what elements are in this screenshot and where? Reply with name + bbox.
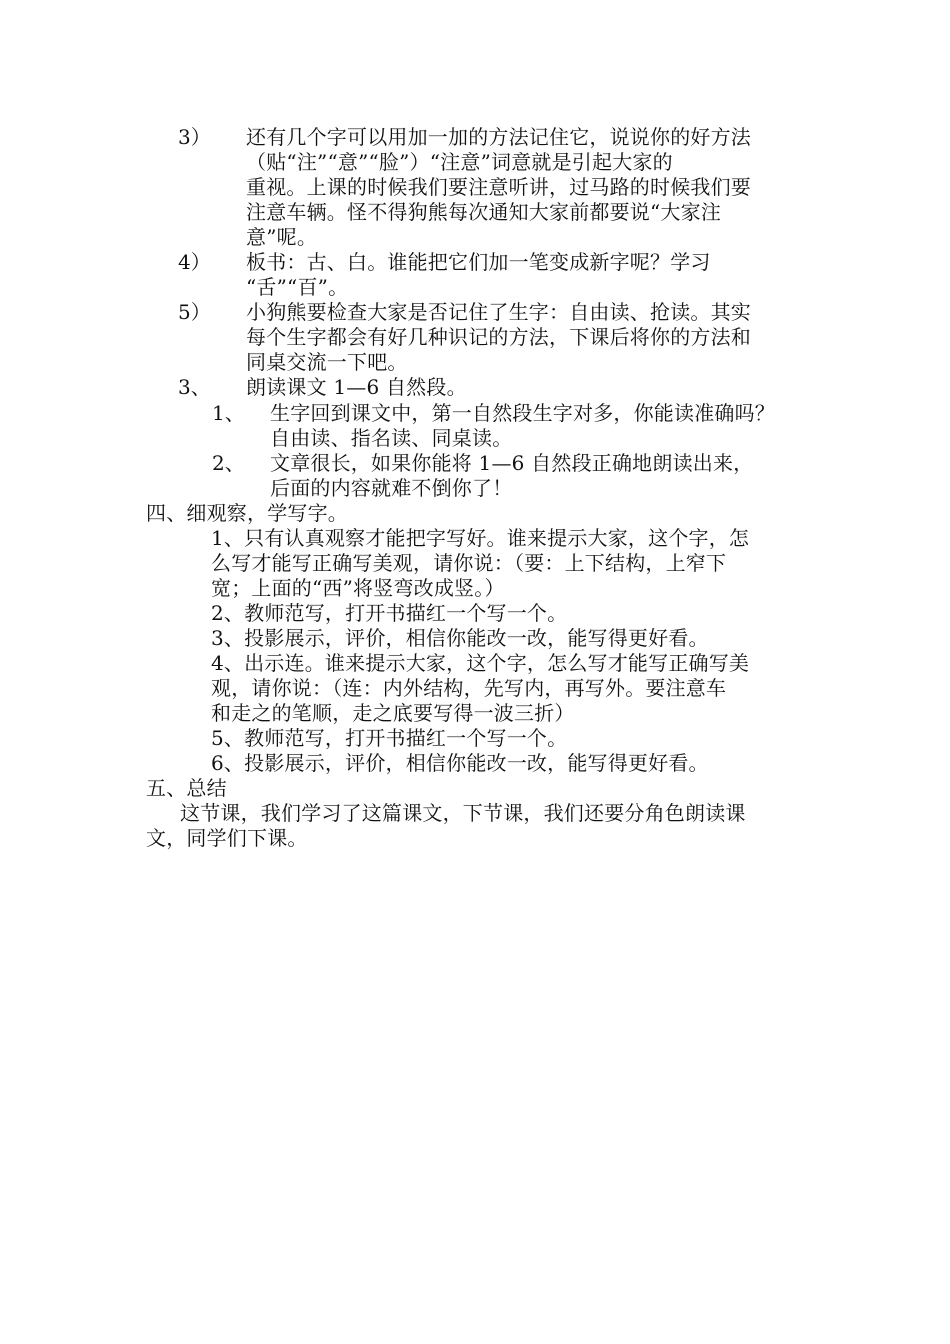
section-4-line-9: 5、教师范写，打开书描红一个写一个。 (211, 726, 568, 750)
item-3-line-5: 意”呢。 (246, 225, 318, 249)
item-4-line-2: “舌”“百”。 (246, 275, 349, 299)
item-4-number: 4） (178, 250, 211, 274)
step-3-sub-1-line-1: 生字回到课文中，第一自然段生字对多，你能读准确吗？ (270, 401, 775, 425)
item-5-line-1: 小狗熊要检查大家是否记住了生字：自由读、抢读。其实 (246, 300, 751, 324)
item-5-number: 5） (178, 300, 211, 324)
section-4-heading: 四、细观察，学写字。 (146, 501, 348, 525)
item-3-number: 3） (178, 125, 211, 149)
step-3-sub-1-line-2: 自由读、指名读、同桌读。 (270, 426, 513, 450)
section-4-line-10: 6、投影展示，评价，相信你能改一改，能写得更好看。 (211, 751, 709, 775)
section-5-line-1: 这节课，我们学习了这篇课文，下节课，我们还要分角色朗读课 (180, 801, 746, 825)
step-3-sub-2-number: 2、 (212, 451, 245, 475)
section-4-line-1: 1、只有认真观察才能把字写好。谁来提示大家，这个字，怎 (211, 526, 750, 550)
section-4-line-7: 观，请你说：（连：内外结构，先写内，再写外。要注意车 (211, 676, 727, 700)
step-3-sub-2-line-1: 文章很长，如果你能将 1—6 自然段正确地朗读出来， (270, 451, 754, 475)
item-3-line-4: 注意车辆。怪不得狗熊每次通知大家前都要说“大家注 (246, 200, 722, 224)
section-4-line-3: 宽；上面的“西”将竖弯改成竖。） (211, 576, 505, 600)
section-4-line-8: 和走之的笔顺，走之底要写得一波三折） (211, 701, 575, 725)
item-4-line-1: 板书：古、白。谁能把它们加一笔变成新字呢？学习 (246, 250, 711, 274)
section-4-line-4: 2、教师范写，打开书描红一个写一个。 (211, 601, 568, 625)
section-5-heading: 五、总结 (146, 776, 227, 800)
step-3-number: 3、 (178, 375, 211, 399)
section-4-line-2: 么写才能写正确写美观，请你说：（要：上下结构，上窄下 (211, 551, 727, 575)
item-3-line-1: 还有几个字可以用加一加的方法记住它，说说你的好方法 (246, 125, 751, 149)
item-3-line-3: 重视。上课的时候我们要注意听讲，过马路的时候我们要 (246, 175, 751, 199)
section-4-line-6: 4、出示连。谁来提示大家，这个字，怎么写才能写正确写美 (211, 651, 750, 675)
step-3-text: 朗读课文 1—6 自然段。 (246, 375, 467, 399)
step-3-sub-2-line-2: 后面的内容就难不倒你了！ (270, 476, 513, 500)
section-5-line-2: 文，同学们下课。 (146, 826, 308, 850)
section-4-line-5: 3、投影展示，评价，相信你能改一改，能写得更好看。 (211, 626, 709, 650)
item-5-line-3: 同桌交流一下吧。 (246, 350, 408, 374)
step-3-sub-1-number: 1、 (212, 401, 245, 425)
item-5-line-2: 每个生字都会有好几种识记的方法，下课后将你的方法和 (246, 325, 751, 349)
item-3-line-2: （贴“注”“意”“脸”）“注意”词意就是引起大家的 (246, 150, 673, 174)
